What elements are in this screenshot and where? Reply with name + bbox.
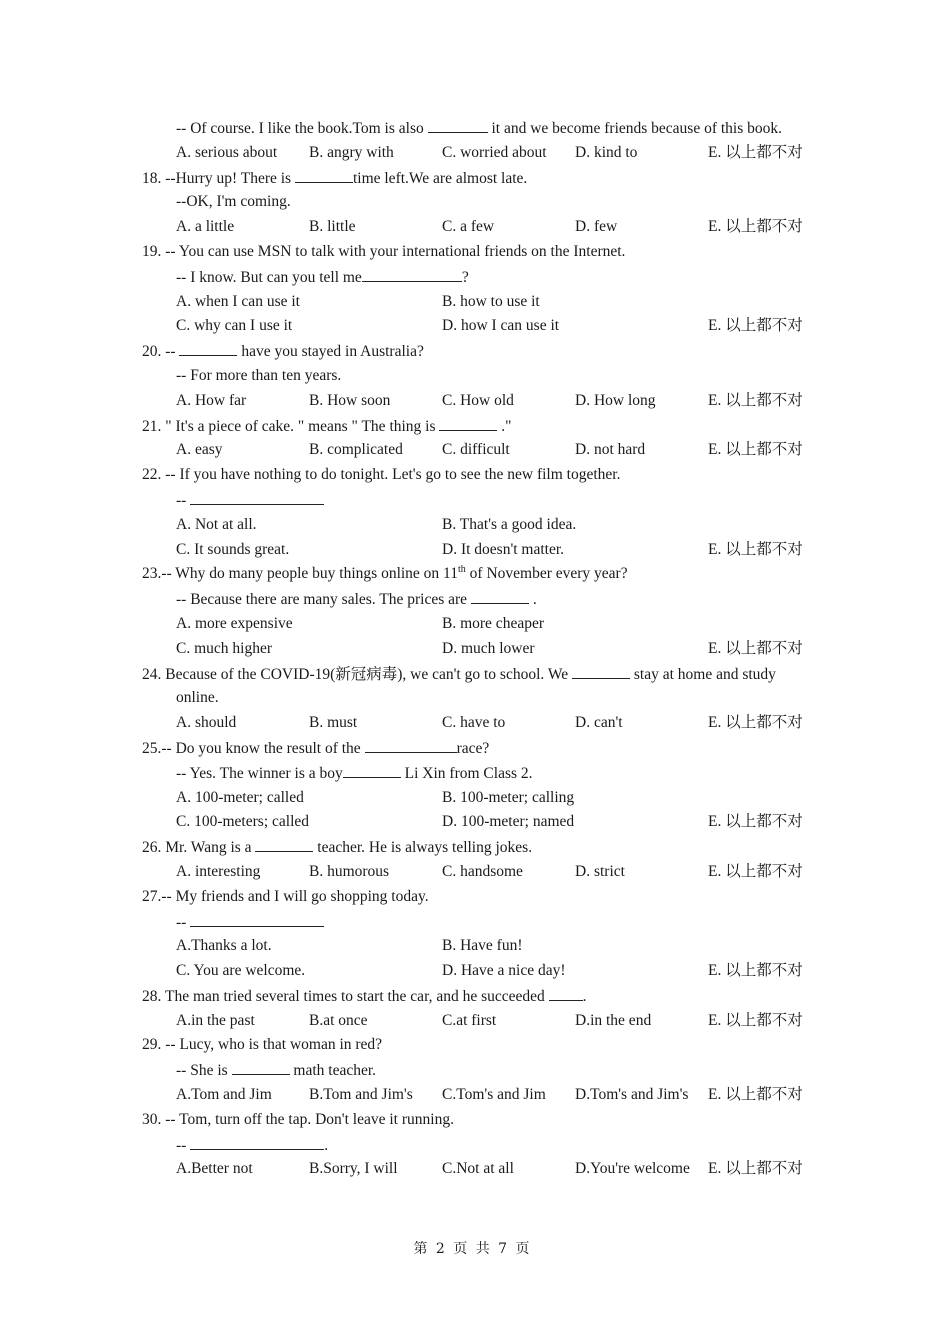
question-text: time left.We are almost late.: [352, 169, 528, 187]
question-line: [142, 736, 842, 761]
answer-option: C. much higher: [176, 639, 272, 657]
answer-blank: [439, 414, 497, 431]
answer-blank: [232, 1058, 290, 1075]
answer-option: A. more expensive: [176, 614, 293, 632]
option-row: [142, 711, 842, 736]
answer-option: E. 以上都不对: [708, 540, 803, 558]
answer-option: E. 以上都不对: [708, 962, 803, 980]
answer-option: C. have to: [442, 714, 506, 732]
question-text: --OK, I'm coming.: [176, 193, 291, 211]
question-line: [142, 1058, 842, 1083]
option-row: [142, 290, 842, 315]
question-text: Li Xin from Class 2.: [400, 764, 533, 782]
question-text: have you stayed in Australia?: [237, 343, 424, 361]
answer-option: D. few: [575, 218, 618, 236]
question-line: [142, 240, 842, 265]
question-line: [142, 761, 842, 786]
question-line: [142, 1033, 842, 1058]
answer-option: C.Not at all: [442, 1160, 514, 1178]
answer-option: B. angry with: [309, 143, 394, 161]
question-text: race?: [456, 739, 490, 757]
answer-option: D.Tom's and Jim's: [575, 1086, 689, 1104]
question-text: .: [528, 591, 537, 609]
option-row: [142, 538, 842, 563]
answer-option: A.in the past: [176, 1011, 255, 1029]
question-line: [142, 414, 842, 439]
answer-option: E. 以上都不对: [708, 1160, 803, 1178]
answer-option: D. 100-meter; named: [442, 813, 575, 831]
answer-option: C.Tom's and Jim: [442, 1086, 546, 1104]
page-footer: 第 2 页 共 7 页: [413, 1241, 532, 1257]
question-text: 24. Because of the COVID-19(新冠病毒), we can't go to school. We: [142, 665, 572, 683]
answer-option: B.Tom and Jim's: [309, 1086, 413, 1104]
answer-blank: [295, 166, 353, 183]
question-text: 26. Mr. Wang is a: [142, 839, 256, 857]
question-text: -- I know. But can you tell me: [176, 268, 362, 286]
answer-option: A. should: [176, 714, 237, 732]
question-text: 18. --Hurry up! There is: [142, 169, 295, 187]
answer-option: D.You're welcome: [575, 1160, 690, 1178]
option-row: [142, 1157, 842, 1182]
question-text: stay at home and study: [630, 665, 776, 683]
answer-option: B. how to use it: [442, 292, 540, 310]
question-text: it and we become friends because of this book.: [487, 120, 783, 137]
answer-option: B.Sorry, I will: [309, 1160, 398, 1178]
question-text: -- Yes. The winner is a boy: [176, 764, 343, 782]
answer-option: C. It sounds great.: [176, 540, 290, 558]
answer-option: D. not hard: [575, 441, 646, 459]
question-text: online.: [176, 689, 219, 707]
answer-option: D. strict: [575, 862, 625, 880]
answer-option: D. How long: [575, 391, 656, 409]
answer-option: D. It doesn't matter.: [442, 540, 565, 558]
answer-option: E. 以上都不对: [708, 862, 803, 880]
option-row: [142, 389, 842, 414]
answer-option: B. little: [309, 218, 356, 236]
answer-option: C. a few: [442, 218, 495, 236]
answer-option: C. 100-meters; called: [176, 813, 309, 831]
question-text: 20. --: [142, 343, 180, 361]
question-line: [142, 116, 842, 141]
answer-option: A. How far: [176, 391, 247, 409]
question-text: 29. -- Lucy, who is that woman in red?: [142, 1036, 383, 1054]
answer-option: B. How soon: [309, 391, 391, 409]
question-line: [142, 364, 842, 389]
answer-option: D. kind to: [575, 143, 638, 161]
question-text: 21. " It's a piece of cake. " means " The thing is: [142, 417, 440, 435]
answer-option: C. worried about: [442, 143, 547, 161]
answer-option: E. 以上都不对: [708, 714, 803, 732]
answer-option: E. 以上都不对: [708, 1011, 803, 1029]
answer-blank: [471, 587, 529, 604]
question-text: 28. The man tried several times to start the car, and he succeeded: [142, 987, 549, 1005]
answer-option: A.Tom and Jim: [176, 1086, 272, 1104]
answer-option: A.Better not: [176, 1160, 253, 1178]
answer-option: A. when I can use it: [176, 292, 300, 310]
question-text: -- Because there are many sales. The prices are: [176, 591, 471, 609]
answer-blank: [343, 761, 401, 778]
option-row: [142, 215, 842, 240]
answer-option: E. 以上都不对: [708, 317, 803, 335]
question-line: [142, 265, 842, 290]
answer-blank: [190, 488, 324, 505]
answer-option: E. 以上都不对: [708, 639, 803, 657]
answer-option: E. 以上都不对: [708, 441, 803, 459]
question-text: .: [324, 1136, 329, 1154]
answer-option: A. easy: [176, 441, 223, 459]
option-row: [142, 1009, 842, 1034]
option-row: [142, 314, 842, 339]
answer-blank: [190, 910, 324, 927]
question-text: .: [582, 987, 587, 1005]
answer-option: B. That's a good idea.: [442, 515, 577, 533]
question-list: [142, 116, 842, 1182]
answer-option: A. a little: [176, 218, 235, 236]
option-row: [142, 860, 842, 885]
answer-option: B. 100-meter; calling: [442, 788, 575, 806]
answer-blank: [549, 984, 583, 1001]
question-line: [142, 166, 842, 191]
question-text: .": [497, 417, 512, 435]
answer-option: A. serious about: [176, 143, 278, 161]
question-line: [142, 885, 842, 910]
question-text: -- Of course. I like the book.Tom is also: [176, 120, 428, 137]
question-line: [142, 910, 842, 935]
question-text: 22. -- If you have nothing to do tonight. Let's go to see the new film together.: [142, 466, 621, 484]
answer-option: E. 以上都不对: [708, 218, 803, 236]
answer-option: B. more cheaper: [442, 614, 544, 632]
answer-blank: [428, 116, 488, 133]
superscript: th: [458, 564, 466, 576]
answer-option: E. 以上都不对: [708, 813, 803, 831]
answer-option: D. how I can use it: [442, 317, 560, 335]
option-row: [142, 959, 842, 984]
answer-blank: [179, 339, 237, 356]
question-line: [142, 190, 842, 215]
answer-option: C. why can I use it: [176, 317, 293, 335]
question-line: [142, 587, 842, 612]
option-row: [142, 786, 842, 811]
option-row: [142, 810, 842, 835]
answer-option: C. handsome: [442, 862, 523, 880]
answer-option: B.at once: [309, 1011, 368, 1029]
question-line: [142, 339, 842, 364]
question-text: of November every year?: [465, 565, 628, 583]
question-text: 19. -- You can use MSN to talk with your international friends on the Internet.: [142, 242, 626, 260]
answer-option: D. can't: [575, 714, 623, 732]
option-row: [142, 1083, 842, 1108]
answer-option: B. complicated: [309, 441, 403, 459]
answer-option: B. humorous: [309, 862, 390, 880]
answer-option: A.Thanks a lot.: [176, 937, 272, 955]
question-text: 27.-- My friends and I will go shopping today.: [142, 887, 429, 905]
question-text: math teacher.: [289, 1062, 377, 1080]
answer-option: B. must: [309, 714, 358, 732]
question-line: [142, 488, 842, 513]
answer-blank: [255, 835, 313, 852]
option-row: [142, 141, 842, 166]
answer-option: A. interesting: [176, 862, 261, 880]
question-line: [142, 984, 842, 1009]
answer-blank: [190, 1133, 324, 1150]
answer-blank: [365, 736, 457, 753]
answer-option: C. How old: [442, 391, 514, 409]
answer-option: E. 以上都不对: [708, 143, 803, 161]
answer-option: A. Not at all.: [176, 515, 257, 533]
question-line: [142, 1133, 842, 1158]
question-line: [142, 686, 842, 711]
question-text: --: [176, 1136, 191, 1154]
answer-option: D. much lower: [442, 639, 535, 657]
question-text: -- She is: [176, 1062, 232, 1080]
answer-option: E. 以上都不对: [708, 1086, 803, 1104]
question-text: ?: [461, 268, 469, 286]
answer-option: C. difficult: [442, 441, 510, 459]
question-line: [142, 1108, 842, 1133]
answer-option: D.in the end: [575, 1011, 652, 1029]
answer-option: C. You are welcome.: [176, 962, 306, 980]
answer-blank: [362, 265, 462, 282]
option-row: [142, 637, 842, 662]
question-text: -- For more than ten years.: [176, 366, 342, 384]
answer-blank: [572, 662, 630, 679]
answer-option: B. Have fun!: [442, 937, 523, 955]
answer-option: E. 以上都不对: [708, 391, 803, 409]
option-row: [142, 438, 842, 463]
question-text: --: [176, 913, 191, 931]
question-text: 23.-- Why do many people buy things online on 11: [142, 565, 458, 583]
answer-option: D. Have a nice day!: [442, 962, 566, 980]
question-text: 30. -- Tom, turn off the tap. Don't leave it running.: [142, 1110, 454, 1128]
option-row: [142, 934, 842, 959]
question-text: teacher. He is always telling jokes.: [313, 839, 533, 857]
question-line: [142, 662, 842, 687]
answer-option: C.at first: [442, 1011, 497, 1029]
question-text: --: [176, 491, 191, 509]
option-row: [142, 612, 842, 637]
option-row: [142, 513, 842, 538]
question-text: 25.-- Do you know the result of the: [142, 739, 365, 757]
question-line: [142, 463, 842, 488]
question-line: [142, 835, 842, 860]
answer-option: A. 100-meter; called: [176, 788, 304, 806]
question-line: [142, 562, 842, 587]
